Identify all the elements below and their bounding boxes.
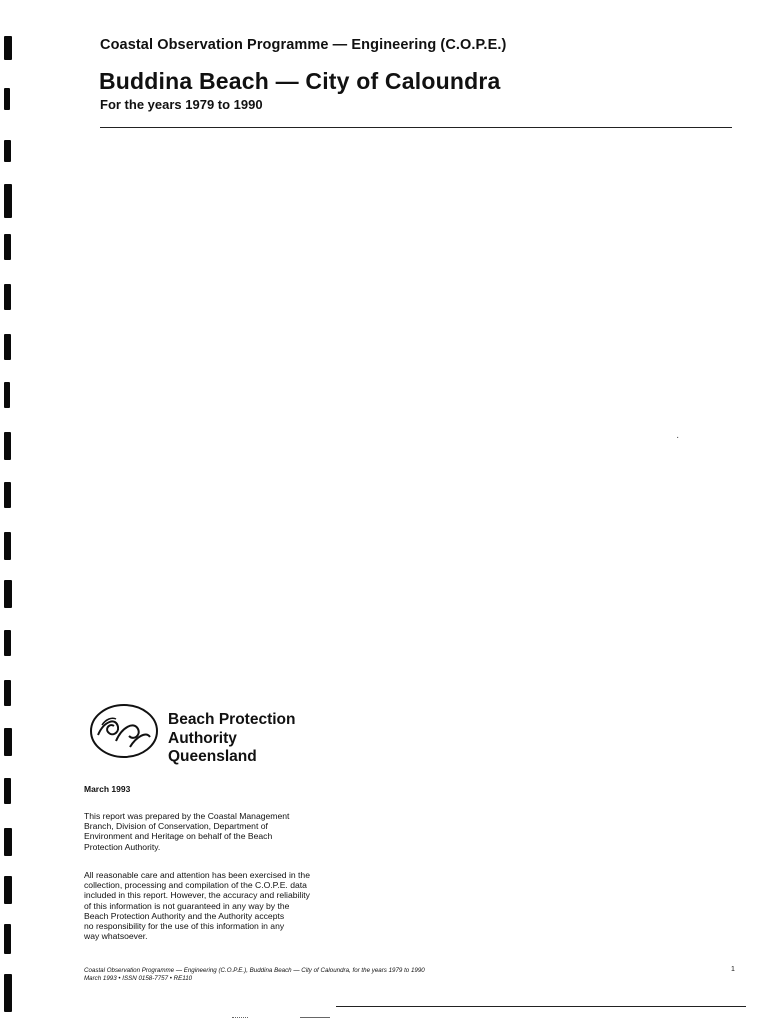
binding-mark — [4, 924, 11, 954]
binding-mark — [4, 778, 11, 804]
header-divider — [100, 127, 732, 128]
text-line: collection, processing and compilation of the C.O.P.E. data — [84, 880, 307, 891]
organisation-name-line: Beach Protection — [168, 711, 296, 728]
text-line: of this information is not guaranteed in any way by the — [84, 900, 290, 911]
binding-mark — [4, 184, 12, 218]
footer-dash — [300, 1017, 330, 1018]
text-line: Protection Authority. — [84, 841, 161, 852]
binding-mark — [4, 36, 12, 60]
text-line: Branch, Division of Conservation, Department of — [84, 821, 268, 832]
binding-mark — [4, 828, 12, 856]
text-line: All reasonable care and attention has been exercised in the — [84, 870, 310, 880]
text-line: included in this report. However, the accuracy and reliability — [84, 890, 310, 901]
binding-mark — [4, 234, 11, 260]
text-line: Beach Protection Authority and the Authority accepts — [84, 910, 285, 921]
series-title: Coastal Observation Programme — Engineering (C.O.P.E.) — [100, 37, 507, 53]
binding-mark — [4, 284, 11, 310]
beach-protection-authority-logo-icon — [88, 701, 160, 761]
binding-mark — [4, 140, 11, 162]
text-line: Environment and Heritage on behalf of the Beach — [84, 831, 273, 842]
page-number: 1 — [731, 966, 735, 973]
text-line: no responsibility for the use of this information in any — [84, 921, 285, 932]
citation-line: Coastal Observation Programme — Engineering (C.O.P.E.), Buddina Beach — City of Caloundra, for the years 1979 to 1990 — [84, 967, 425, 974]
preparation-statement — [84, 811, 414, 852]
binding-mark — [4, 88, 10, 110]
binding-mark — [4, 482, 11, 508]
organisation-name-line: Queensland — [168, 748, 257, 765]
organisation-name — [168, 711, 295, 767]
page-subtitle: For the years 1979 to 1990 — [100, 97, 263, 112]
binding-mark — [4, 334, 11, 360]
binding-mark — [4, 382, 10, 408]
page-title: Buddina Beach — City of Caloundra — [99, 68, 501, 94]
binding-mark — [4, 728, 12, 756]
binding-marks — [0, 0, 20, 1024]
disclaimer — [84, 870, 414, 941]
footer-divider — [336, 1006, 746, 1007]
binding-mark — [4, 532, 11, 560]
binding-mark — [4, 680, 11, 706]
binding-mark — [4, 630, 11, 656]
organisation-name-line: Authority — [168, 729, 237, 747]
footer-dash — [232, 1017, 248, 1018]
binding-mark — [4, 432, 11, 460]
citation — [84, 967, 425, 983]
scan-speck: · — [676, 432, 680, 443]
publication-date: March 1993 — [84, 784, 131, 794]
binding-mark — [4, 974, 12, 1012]
text-line: way whatsoever. — [84, 931, 148, 942]
binding-mark — [4, 580, 12, 608]
citation-line: March 1993 • ISSN 0158-7757 • RE110 — [84, 974, 193, 982]
binding-mark — [4, 876, 12, 904]
text-line: This report was prepared by the Coastal Management — [84, 811, 290, 821]
